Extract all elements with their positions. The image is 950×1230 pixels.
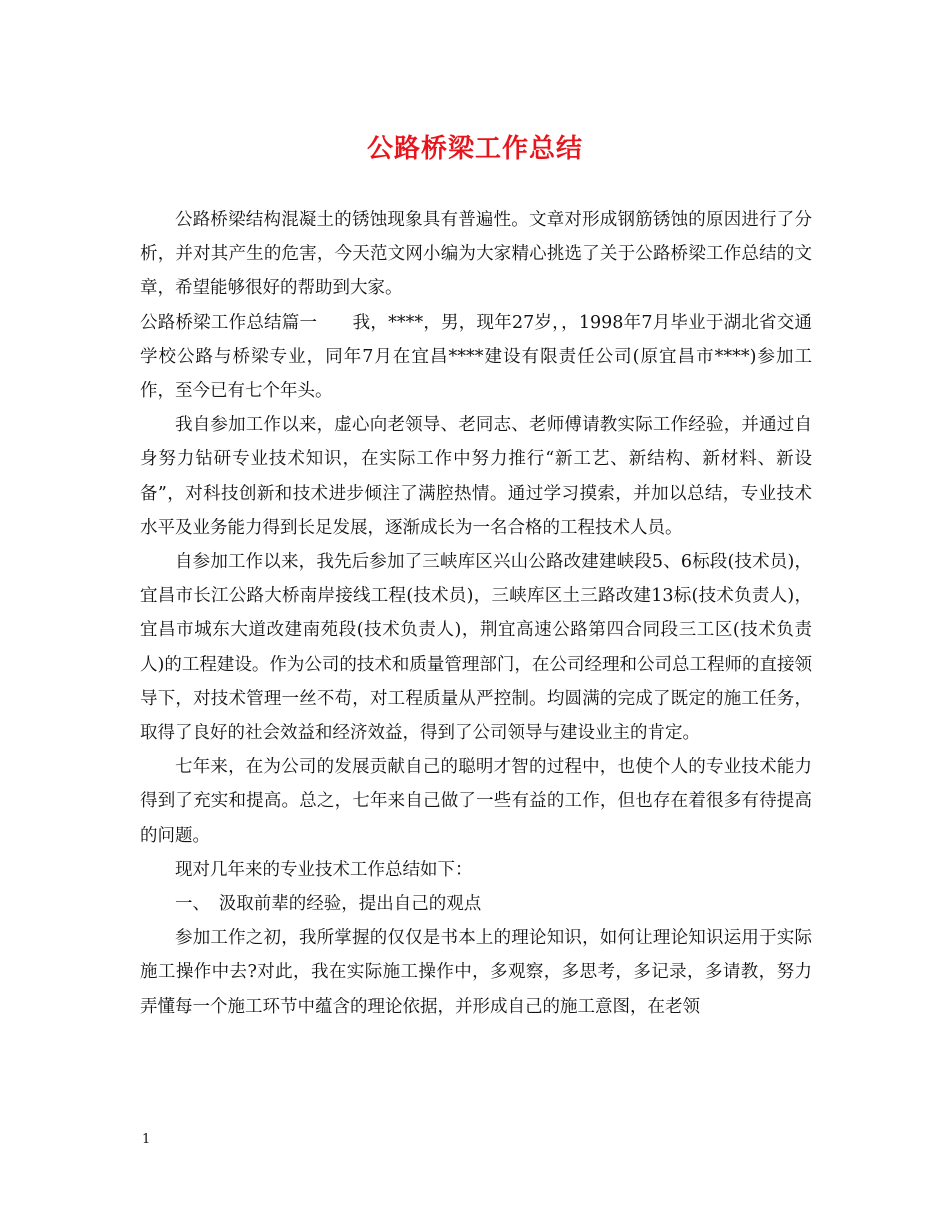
paragraph-initial-work: 参加工作之初，我所掌握的仅仅是书本上的理论知识，如何让理论知识运用于实际施工操作中去?对此，我在实际施工操作中，多观察，多思考，多记录，多请教，努力弄懂每一个施工环节中蕴含的理论依据，并形成自己的施工意图，在老领 [140,928,812,1017]
document-title: 公路桥梁工作总结 [366,134,583,164]
paragraph-section-heading: 一、 汲取前辈的经验，提出自己的观点 [175,894,482,915]
paragraph-experience: 我自参加工作以来，虚心向老领导、老同志、老师傅请教实际工作经验，并通过自身努力钻研专业技术知识，在实际工作中努力推行“新工艺、新结构、新材料、新设备”，对科技创新和技术进步倾注了满腔热情。通过学习摸索，并加以总结，专业技术水平及业务能力得到长足发展，逐渐成长为一名合格的工程技术人员。 [140,415,812,538]
paragraph-seven-years: 七年来，在为公司的发展贡献自己的聪明才智的过程中，也使个人的专业技术能力得到了充实和提高。总之，七年来自己做了一些有益的工作，但也存在着很多有待提高的问题。 [140,757,812,846]
paragraph-summary-intro: 现对几年来的专业技术工作总结如下： [175,859,473,880]
page-number: 1 [142,1132,151,1147]
paragraph-part-one: 公路桥梁工作总结篇一 我，****，男，现年27岁，，1998年7月毕业于湖北省交通学校公路与桥梁专业，同年7月在宜昌****建设有限责任公司(原宜昌市****)参加工作，至今已有七个年头。 [140,312,812,402]
paragraph-projects: 自参加工作以来，我先后参加了三峡库区兴山公路改建建峡段5、6标段(技术员)，宜昌市长江公路大桥南岸接线工程(技术员)，三峡库区土三路改建13标(技术负责人)，宜昌市城东大道改建南苑段(技术负责人)，荆宜高速公路第四合同段三工区(技术负责人)的工程建设。作为公司的技术和质量管理部门，在公司经理和公司总工程师的直接领导下，对技术管理一丝不苟，对工程质量从严控制。均圆满的完成了既定的施工任务，取得了良好的社会效益和经济效益，得到了公司领导与建设业主的肯定。 [140,552,812,744]
paragraph-intro: 公路桥梁结构混凝土的锈蚀现象具有普遍性。文章对形成钢筋锈蚀的原因进行了分析，并对其产生的危害，今天范文网小编为大家精心挑选了关于公路桥梁工作总结的文章，希望能够很好的帮助到大家。 [140,210,812,299]
document-body [140,203,812,1024]
